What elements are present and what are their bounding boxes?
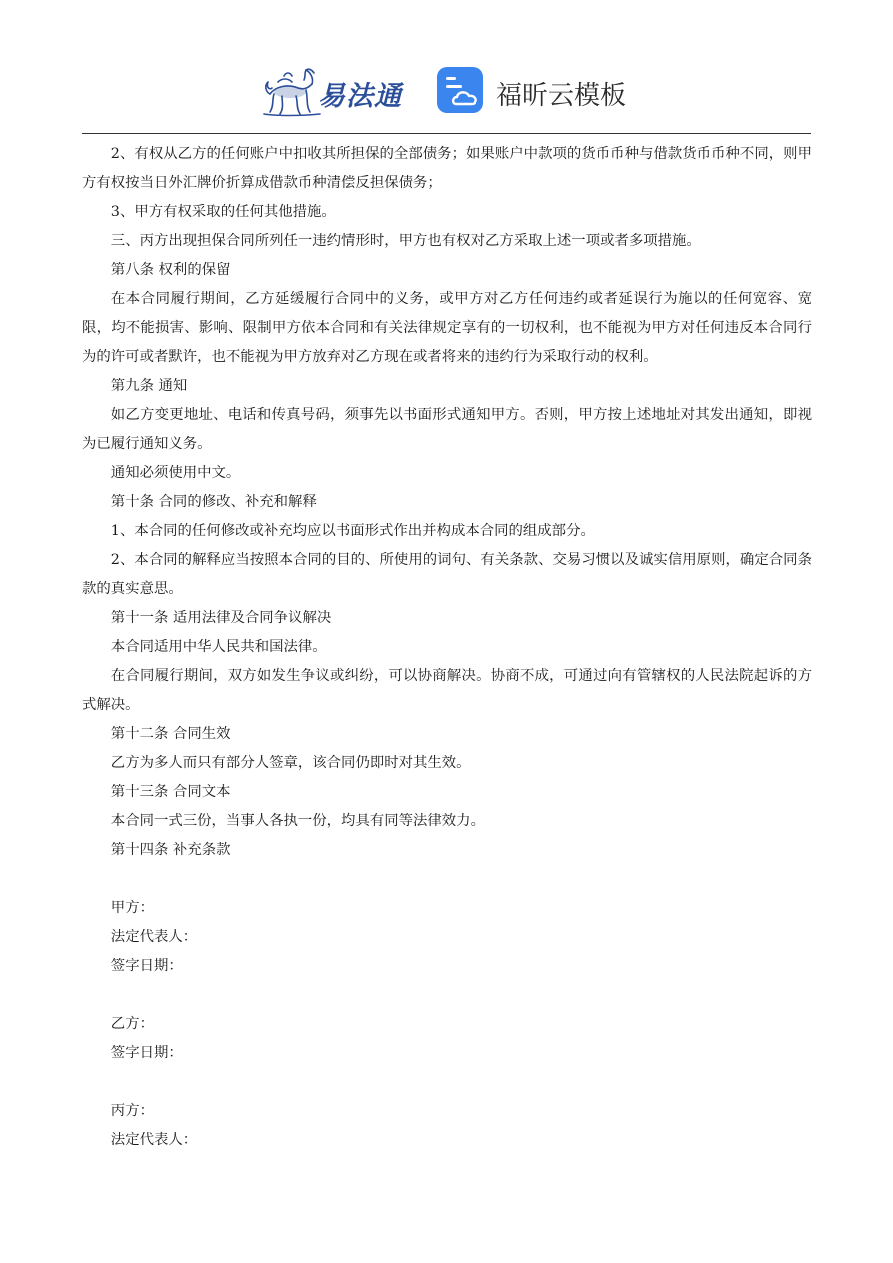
paragraph: 2、本合同的解释应当按照本合同的目的、所使用的词句、有关条款、交易习惯以及诚实信用原则，确定合同条款的真实意思。 [82,552,812,597]
signature-party-b-date: 签字日期： [110,1045,183,1061]
signature-party-b: 乙方： [110,1016,154,1032]
foxit-cloud-icon [436,66,486,116]
section-heading: 第十四条 补充条款 [110,842,231,858]
paragraph: 3、甲方有权采取的任何其他措施。 [110,204,336,220]
paragraph: 本合同一式三份，当事人各执一份，均具有同等法律效力。 [110,813,485,829]
signature-party-c: 丙方： [110,1103,154,1119]
signature-party-c-representative: 法定代表人： [110,1132,198,1148]
blank-line [82,981,812,1010]
paragraph: 在合同履行期间，双方如发生争议或纠纷，可以协商解决。协商不成，可通过向有管辖权的人民法院起诉的方式解决。 [82,668,812,713]
paragraph: 1、本合同的任何修改或补充均应以书面形式作出并构成本合同的组成部分。 [110,523,595,539]
section-heading: 第十一条 适用法律及合同争议解决 [110,610,332,626]
section-heading: 第八条 权利的保留 [110,262,231,278]
signature-party-a-date: 签字日期： [110,958,183,974]
page-header [0,60,893,120]
signature-party-a: 甲方： [110,900,154,916]
blank-line [82,1068,812,1097]
yifatong-brand-text: 易法通 [318,81,402,112]
foxit-brand-text: 福昕云模板 [496,81,627,111]
paragraph: 在本合同履行期间，乙方延缓履行合同中的义务，或甲方对乙方任何违约或者延误行为施以的任何宽容、宽限，均不能损害、影响、限制甲方依本合同和有关法律规定享有的一切权利，也不能视为甲方对任何违反本合同行为的许可或者默许，也不能视为甲方放弃对乙方现在或者将来的违约行为采取行动的权利。 [82,291,812,365]
section-heading: 第十二条 合同生效 [110,726,231,742]
signature-party-a-representative: 法定代表人： [110,929,198,945]
foxit-template-logo [436,66,646,116]
paragraph: 通知必须使用中文。 [110,465,241,481]
section-heading: 第十条 合同的修改、补充和解释 [110,494,317,510]
blank-line [82,865,812,894]
paragraph: 本合同适用中华人民共和国法律。 [110,639,327,655]
paragraph: 三、丙方出现担保合同所列任一违约情形时，甲方也有权对乙方采取上述一项或者多项措施。 [110,233,701,249]
paragraph: 2、有权从乙方的任何账户中扣收其所担保的全部债务；如果账户中款项的货币币种与借款货币币种不同，则甲方有权按当日外汇牌价折算成借款币种清偿反担保债务； [82,146,812,191]
contract-body [82,140,812,1155]
section-heading: 第九条 通知 [110,378,188,394]
paragraph: 如乙方变更地址、电话和传真号码，须事先以书面形式通知甲方。否则，甲方按上述地址对其发出通知，即视为已履行通知义务。 [82,407,812,452]
kirin-icon [262,64,324,118]
paragraph: 乙方为多人而只有部分人签章，该合同仍即时对其生效。 [110,755,471,771]
header-divider [82,133,811,134]
section-heading: 第十三条 合同文本 [110,784,231,800]
yifatong-logo [262,64,412,118]
